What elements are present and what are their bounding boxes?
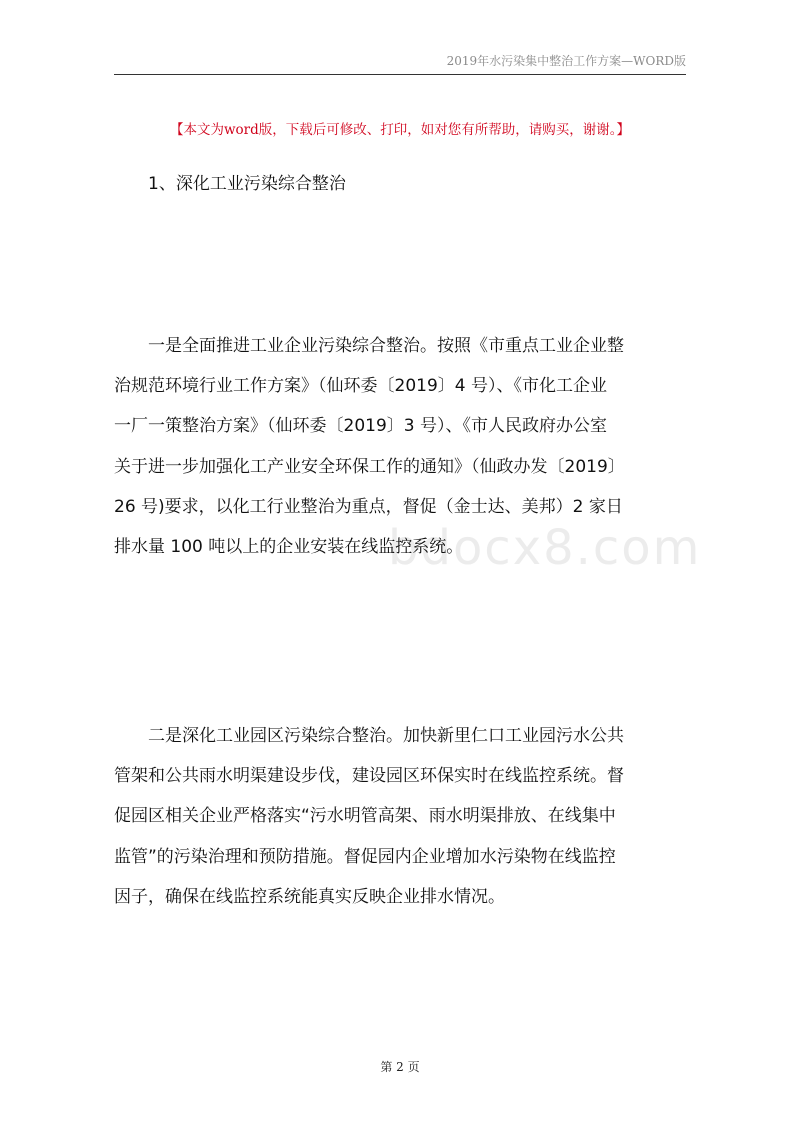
page-number: 第 2 页	[380, 1060, 420, 1074]
paragraph-industrial-enterprises	[114, 326, 686, 567]
paragraph-line: 促园区相关企业严格落实“污水明管高架、雨水明渠排放、在线集中	[114, 806, 616, 827]
paragraph-line: 治规范环境行业工作方案》（仙环委〔2019〕4 号）、《市化工企业	[114, 376, 607, 397]
running-header: 2019年水污染集中整治工作方案—WORD版	[446, 54, 686, 68]
paragraph-line: 因子，确保在线监控系统能真实反映企业排水情况。	[114, 886, 505, 907]
purchase-notice: 【本文为word版，下载后可修改、打印，如对您有所帮助，请购买，谢谢。】	[169, 122, 631, 138]
paragraph-industrial-parks	[114, 716, 686, 917]
header-rule	[114, 74, 686, 75]
paragraph-line: 一厂一策整治方案》（仙环委〔2019〕3 号）、《市人民政府办公室	[114, 416, 607, 437]
paragraph-line: 关于进一步加强化工产业安全环保工作的通知》（仙政办发〔2019〕	[114, 456, 625, 477]
paragraph-line: 排水量 100 吨以上的企业安装在线监控系统。	[114, 536, 464, 557]
paragraph-line: 管架和公共雨水明渠建设步伐，建设园区环保实时在线监控系统。督	[114, 766, 624, 787]
paragraph-line: 二是深化工业园区污染综合整治。加快新里仁口工业园污水公共	[148, 726, 624, 746]
section-heading: 1、深化工业污染综合整治	[148, 174, 346, 194]
watermark: bdocx8.com	[388, 520, 702, 576]
paragraph-line: 监管”的污染治理和预防措施。督促园内企业增加水污染物在线监控	[114, 846, 616, 867]
paragraph-line: 一是全面推进工业企业污染综合整治。按照《市重点工业企业整	[148, 336, 624, 356]
paragraph-line: 26 号)要求，以化工行业整治为重点，督促（金士达、美邦）2 家日	[114, 496, 623, 517]
